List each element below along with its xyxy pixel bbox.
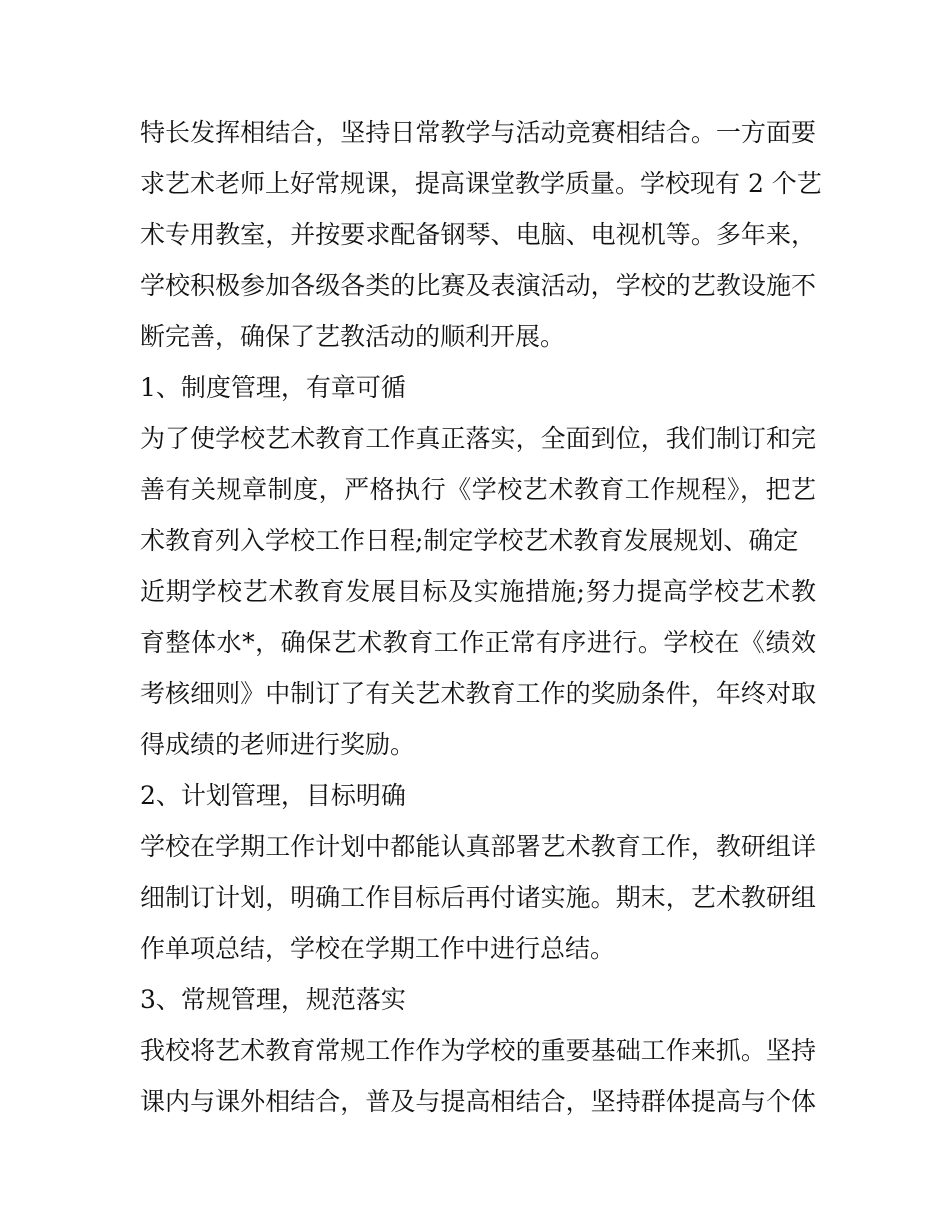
text-line: 考核细则》中制订了有关艺术教育工作的奖励条件，年终对取: [140, 679, 816, 708]
section-heading-1: 1、制度管理，有章可循: [140, 373, 406, 402]
text-line: 术教育列入学校工作日程;制定学校艺术教育发展规划、确定: [140, 526, 799, 555]
text-line: 细制订计划，明确工作目标后再付诸实施。期末，艺术教研组: [140, 883, 816, 912]
text-line: 育整体水*，确保艺术教育工作正常有序进行。学校在《绩效: [140, 628, 816, 657]
text-line: 为了使学校艺术教育工作真正落实，全面到位，我们制订和完: [140, 424, 816, 453]
document-body: [140, 107, 822, 1127]
paragraph-intro: [140, 107, 822, 362]
section-heading-2: 2、计划管理，目标明确: [140, 781, 406, 810]
paragraph-3: [140, 1025, 816, 1127]
text-line: 学校积极参加各级各类的比赛及表演活动，学校的艺教设施不: [140, 271, 816, 300]
text-line: 特长发挥相结合，坚持日常教学与活动竞赛相结合。一方面要: [140, 118, 816, 147]
text-line: 课内与课外相结合，普及与提高相结合，坚持群体提高与个体: [140, 1087, 816, 1116]
text-line: 得成绩的老师进行奖励。: [140, 730, 416, 759]
text-line: 术专用教室，并按要求配备钢琴、电脑、电视机等。多年来，: [140, 220, 816, 249]
text-line: 近期学校艺术教育发展目标及实施措施;努力提高学校艺术教: [140, 577, 816, 606]
text-line: 求艺术老师上好常规课，提高课堂教学质量。学校现有 2 个艺: [140, 169, 822, 198]
text-line: 作单项总结，学校在学期工作中进行总结。: [140, 934, 616, 963]
paragraph-1: [140, 413, 816, 770]
text-line: 我校将艺术教育常规工作作为学校的重要基础工作来抓。坚持: [140, 1036, 816, 1065]
text-line: 断完善，确保了艺教活动的顺利开展。: [140, 322, 566, 351]
text-line: 善有关规章制度，严格执行《学校艺术教育工作规程》，把艺: [140, 475, 816, 504]
text-line: 学校在学期工作计划中都能认真部署艺术教育工作，教研组详: [140, 832, 816, 861]
section-heading-3: 3、常规管理，规范落实: [140, 985, 406, 1014]
paragraph-2: [140, 821, 816, 974]
